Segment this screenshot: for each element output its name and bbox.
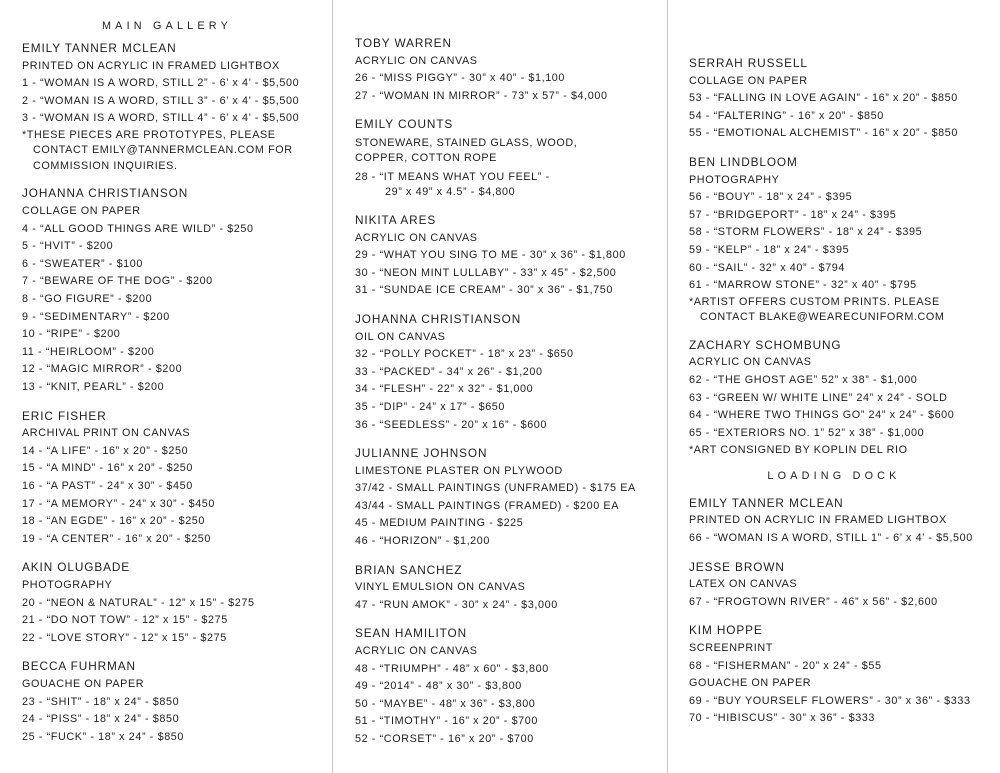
artist-name: BEN LINDBLOOM bbox=[689, 154, 798, 169]
artist-block-christianson bbox=[22, 185, 332, 396]
artist-block-warren bbox=[355, 35, 667, 105]
artist-block-mclean-dock bbox=[689, 495, 1000, 548]
artist-name: BRIAN SANCHEZ bbox=[355, 562, 463, 577]
artwork-item: 4 - “ALL GOOD THINGS ARE WILD” - $250 bbox=[22, 222, 254, 235]
artwork-item: 12 - “MAGIC MIRROR” - $200 bbox=[22, 363, 183, 376]
artist-name: SERRAH RUSSELL bbox=[689, 56, 808, 70]
artwork-item: 24 - “PISS” - 18” x 24” - $850 bbox=[22, 713, 180, 726]
artwork-item: 52 - “CORSET” - 16” x 20” - $700 bbox=[355, 733, 534, 745]
artist-block-johnson bbox=[355, 445, 667, 551]
artist-name: ERIC FISHER bbox=[22, 408, 107, 423]
artwork-item: 61 - “MARROW STONE” - 32” x 40” - $795 bbox=[689, 279, 917, 292]
artist-note: *THESE PIECES ARE PROTOTYPES, PLEASE bbox=[22, 128, 276, 141]
artwork-item: 54 - “FALTERING” - 16” x 20” - $850 bbox=[689, 109, 884, 122]
artwork-item: 67 - “FROGTOWN RIVER” - 46” x 56” - $2,600 bbox=[689, 595, 938, 608]
artwork-item: 35 - “DIP” - 24” x 17” - $650 bbox=[355, 400, 506, 413]
artwork-item: 57 - “BRIDGEPORT” - 18” x 24” - $395 bbox=[689, 208, 897, 221]
artwork-item: 9 - “SEDIMENTARY” - $200 bbox=[22, 310, 170, 323]
artwork-item: 30 - “NEON MINT LULLABY” - 33” x 45” - $2,500 bbox=[355, 266, 617, 279]
artist-medium: ARCHIVAL PRINT ON CANVAS bbox=[22, 427, 191, 440]
artwork-item: 33 - “PACKED” - 34” x 26” - $1,200 bbox=[355, 365, 543, 378]
artwork-item: 13 - “KNIT, PEARL” - $200 bbox=[22, 381, 165, 393]
artist-note: *ART CONSIGNED BY KOPLIN DEL RIO bbox=[689, 444, 908, 457]
artist-medium: PRINTED ON ACRYLIC IN FRAMED LIGHTBOX bbox=[689, 514, 947, 527]
artwork-item: 31 - “SUNDAE ICE CREAM” - 30” x 36” - $1,750 bbox=[355, 284, 614, 297]
artwork-item: 2 - “WOMAN IS A WORD, STILL 3” - 6’ x 4’ - $5,500 bbox=[22, 94, 300, 107]
artwork-item: 26 - “MISS PIGGY” - 30” x 40” - $1,100 bbox=[355, 72, 566, 85]
artwork-item: 17 - “A MEMORY” - 24” x 30” - $450 bbox=[22, 497, 216, 510]
artist-name: KIM HOPPE bbox=[689, 623, 763, 638]
artwork-item: 70 - “HIBISCUS” - 30” x 36” - $333 bbox=[689, 712, 876, 725]
artwork-item: 66 - “WOMAN IS A WORD, STILL 1” - 6’ x 4’ - $5,500 bbox=[689, 532, 973, 545]
artist-name: SEAN HAMILITON bbox=[355, 626, 468, 641]
loading-dock-title: LOADING DOCK bbox=[767, 469, 901, 482]
artwork-item: 46 - “HORIZON” - $1,200 bbox=[355, 535, 490, 548]
artwork-item: 50 - “MAYBE” - 48” x 36” - $3,800 bbox=[355, 697, 536, 710]
artist-block-ares bbox=[355, 212, 667, 300]
artist-name: JESSE BROWN bbox=[689, 559, 785, 574]
artwork-item: 43/44 - SMALL PAINTINGS (FRAMED) - $200 EA bbox=[355, 499, 620, 512]
artwork-item: 8 - “GO FIGURE” - $200 bbox=[22, 293, 153, 306]
artist-block-fisher bbox=[22, 408, 332, 549]
artist-medium: STONEWARE, STAINED GLASS, WOOD, bbox=[355, 136, 578, 149]
artwork-item: 53 - “FALLING IN LOVE AGAIN” - 16” x 20” - $850 bbox=[689, 92, 958, 105]
artwork-item: 3 - “WOMAN IS A WORD, STILL 4” - 6’ x 4’ - $5,500 bbox=[22, 112, 300, 125]
artwork-item: 15 - “A MIND” - 16” x 20” - $250 bbox=[22, 462, 194, 475]
artist-medium: ACRYLIC ON CANVAS bbox=[355, 645, 478, 658]
artwork-item: 69 - “BUY YOURSELF FLOWERS” - 30” x 36” - $333 bbox=[689, 694, 971, 707]
artist-note: CONTACT BLAKE@WEARECUNIFORM.COM bbox=[700, 311, 945, 324]
artwork-item: 59 - “KELP” - 18” x 24” - $395 bbox=[689, 243, 850, 256]
artwork-item: 62 - “THE GHOST AGE” 52” x 38” - $1,000 bbox=[689, 373, 918, 386]
column-divider bbox=[332, 0, 333, 773]
artwork-item: 51 - “TIMOTHY” - 16” x 20” - $700 bbox=[355, 715, 538, 728]
artist-block-sanchez bbox=[355, 562, 667, 615]
artwork-item: 32 - “POLLY POCKET” - 18” x 23” - $650 bbox=[355, 348, 574, 361]
artwork-item: 58 - “STORM FLOWERS” - 18” x 24” - $395 bbox=[689, 226, 923, 239]
artwork-item: 21 - “DO NOT TOW” - 12” x 15” - $275 bbox=[22, 614, 228, 627]
artist-medium: ACRYLIC ON CANVAS bbox=[689, 356, 812, 369]
artist-note: CONTACT EMILY@TANNERMCLEAN.COM FOR bbox=[33, 144, 293, 157]
artwork-item: 56 - “BOUY” - 18” x 24” - $395 bbox=[689, 191, 853, 204]
artwork-item: 23 - “SHIT” - 18” x 24” - $850 bbox=[22, 695, 180, 708]
artist-note: COMMISSION INQUIRIES. bbox=[33, 159, 178, 172]
artwork-item: 14 - “A LIFE” - 16” x 20” - $250 bbox=[22, 444, 189, 457]
artist-medium: PHOTOGRAPHY bbox=[689, 173, 780, 186]
artwork-item: 47 - “RUN AMOK” - 30” x 24” - $3,000 bbox=[355, 598, 558, 611]
artwork-item: 64 - “WHERE TWO THINGS GO” 24” x 24” - $600 bbox=[689, 409, 955, 422]
artwork-item: 36 - “SEEDLESS” - 20” x 16” - $600 bbox=[355, 418, 548, 431]
artwork-item: 22 - “LOVE STORY” - 12” x 15” - $275 bbox=[22, 631, 227, 644]
artwork-item: 10 - “RIPE” - $200 bbox=[22, 328, 121, 341]
artist-name: JOHANNA CHRISTIANSON bbox=[22, 186, 189, 201]
artist-name: NIKITA ARES bbox=[355, 212, 437, 227]
artist-medium: GOUACHE ON PAPER bbox=[22, 677, 145, 690]
artwork-item: 19 - “A CENTER” - 16” x 20” - $250 bbox=[22, 532, 212, 545]
artwork-item: 55 - “EMOTIONAL ALCHEMIST” - 16” x 20” - $850 bbox=[689, 127, 958, 140]
artist-medium: OIL ON CANVAS bbox=[355, 330, 446, 343]
artist-name: JOHANNA CHRISTIANSON bbox=[355, 311, 522, 326]
artist-medium: GOUACHE ON PAPER bbox=[689, 677, 812, 690]
artist-block-schombung bbox=[689, 337, 1000, 460]
artist-medium: LIMESTONE PLASTER ON PLYWOOD bbox=[355, 464, 563, 477]
artist-name: AKIN OLUGBADE bbox=[22, 560, 131, 575]
artist-block-lindbloom bbox=[689, 154, 1000, 326]
column-2 bbox=[355, 0, 667, 773]
artwork-item: 7 - “BEWARE OF THE DOG” - $200 bbox=[22, 275, 213, 288]
artist-medium: PHOTOGRAPHY bbox=[22, 578, 113, 591]
artwork-item: 49 - “2014” - 48” x 30” - $3,800 bbox=[355, 680, 522, 693]
artist-medium: LATEX ON CANVAS bbox=[689, 578, 798, 591]
artwork-item: 1 - “WOMAN IS A WORD, STILL 2” - 6’ x 4’ - $5,500 bbox=[22, 77, 300, 90]
column-1 bbox=[22, 0, 332, 773]
artist-name: BECCA FUHRMAN bbox=[22, 659, 136, 674]
artist-name: TOBY WARREN bbox=[355, 36, 452, 50]
artist-medium: COLLAGE ON PAPER bbox=[22, 205, 141, 218]
artist-block-christianson-oil bbox=[355, 311, 667, 434]
artwork-item: 65 - “EXTERIORS NO. 1” 52” x 38” - $1,000 bbox=[689, 426, 925, 439]
artist-medium: VINYL EMULSION ON CANVAS bbox=[355, 581, 526, 594]
artist-block-mclean bbox=[22, 40, 332, 174]
artwork-item: 60 - “SAIL” - 32” x 40” - $794 bbox=[689, 261, 846, 274]
artist-block-fuhrman bbox=[22, 658, 332, 746]
artist-note: *ARTIST OFFERS CUSTOM PRINTS. PLEASE bbox=[689, 295, 940, 308]
artist-medium: ACRYLIC ON CANVAS bbox=[355, 54, 478, 67]
artwork-item: 48 - “TRIUMPH” - 48” x 60” - $3,800 bbox=[355, 662, 549, 675]
artist-block-hoppe bbox=[689, 622, 1000, 728]
artwork-item: 16 - “A PAST” - 24” x 30” - $450 bbox=[22, 479, 193, 492]
artwork-item: 11 - “HEIRLOOM” - $200 bbox=[22, 345, 155, 358]
artist-medium: COLLAGE ON PAPER bbox=[689, 74, 808, 87]
artwork-item: 20 - “NEON & NATURAL” - 12” x 15” - $275 bbox=[22, 596, 255, 609]
artist-medium: SCREENPRINT bbox=[689, 642, 773, 655]
artwork-item: 37/42 - SMALL PAINTINGS (UNFRAMED) - $175 EA bbox=[355, 482, 636, 495]
artwork-item: 63 - “GREEN W/ WHITE LINE” 24” x 24” - SOLD bbox=[689, 391, 948, 404]
artwork-item: 18 - “AN EGDE” - 16” x 20” - $250 bbox=[22, 515, 206, 528]
artist-name: EMILY TANNER MCLEAN bbox=[22, 41, 177, 55]
artist-block-russell bbox=[689, 55, 1000, 143]
artist-block-olugbade bbox=[22, 559, 332, 647]
artist-name: EMILY TANNER MCLEAN bbox=[689, 495, 844, 510]
artist-medium: COPPER, COTTON ROPE bbox=[355, 152, 497, 165]
column-3 bbox=[689, 0, 1000, 773]
artist-block-counts bbox=[355, 116, 667, 201]
artwork-item: 29” x 49” x 4.5” - $4,800 bbox=[385, 186, 516, 199]
artwork-item: 34 - “FLESH” - 22” x 32” - $1,000 bbox=[355, 383, 534, 396]
artwork-item: 45 - MEDIUM PAINTING - $225 bbox=[355, 517, 524, 530]
artist-medium: PRINTED ON ACRYLIC IN FRAMED LIGHTBOX bbox=[22, 59, 280, 72]
artwork-item: 28 - “IT MEANS WHAT YOU FEEL” - bbox=[355, 170, 550, 183]
artist-block-hamilton bbox=[355, 625, 667, 748]
main-gallery-title: MAIN GALLERY bbox=[101, 20, 232, 32]
artwork-item: 25 - “FUCK” - 18” x 24” - $850 bbox=[22, 730, 185, 743]
artwork-item: 68 - “FISHERMAN” - 20” x 24” - $55 bbox=[689, 659, 882, 672]
artwork-item: 6 - “SWEATER” - $100 bbox=[22, 257, 143, 270]
artist-name: ZACHARY SCHOMBUNG bbox=[689, 337, 842, 352]
artist-block-brown bbox=[689, 559, 1000, 612]
artist-name: JULIANNE JOHNSON bbox=[355, 446, 488, 461]
artist-name: EMILY COUNTS bbox=[355, 117, 454, 132]
artwork-item: 5 - “HVIT” - $200 bbox=[22, 240, 114, 253]
column-divider bbox=[667, 0, 668, 773]
artwork-item: 27 - “WOMAN IN MIRROR” - 73” x 57” - $4,000 bbox=[355, 89, 608, 102]
artist-medium: ACRYLIC ON CANVAS bbox=[355, 231, 478, 244]
artwork-item: 29 - “WHAT YOU SING TO ME - 30” x 36” - $1,800 bbox=[355, 249, 626, 262]
